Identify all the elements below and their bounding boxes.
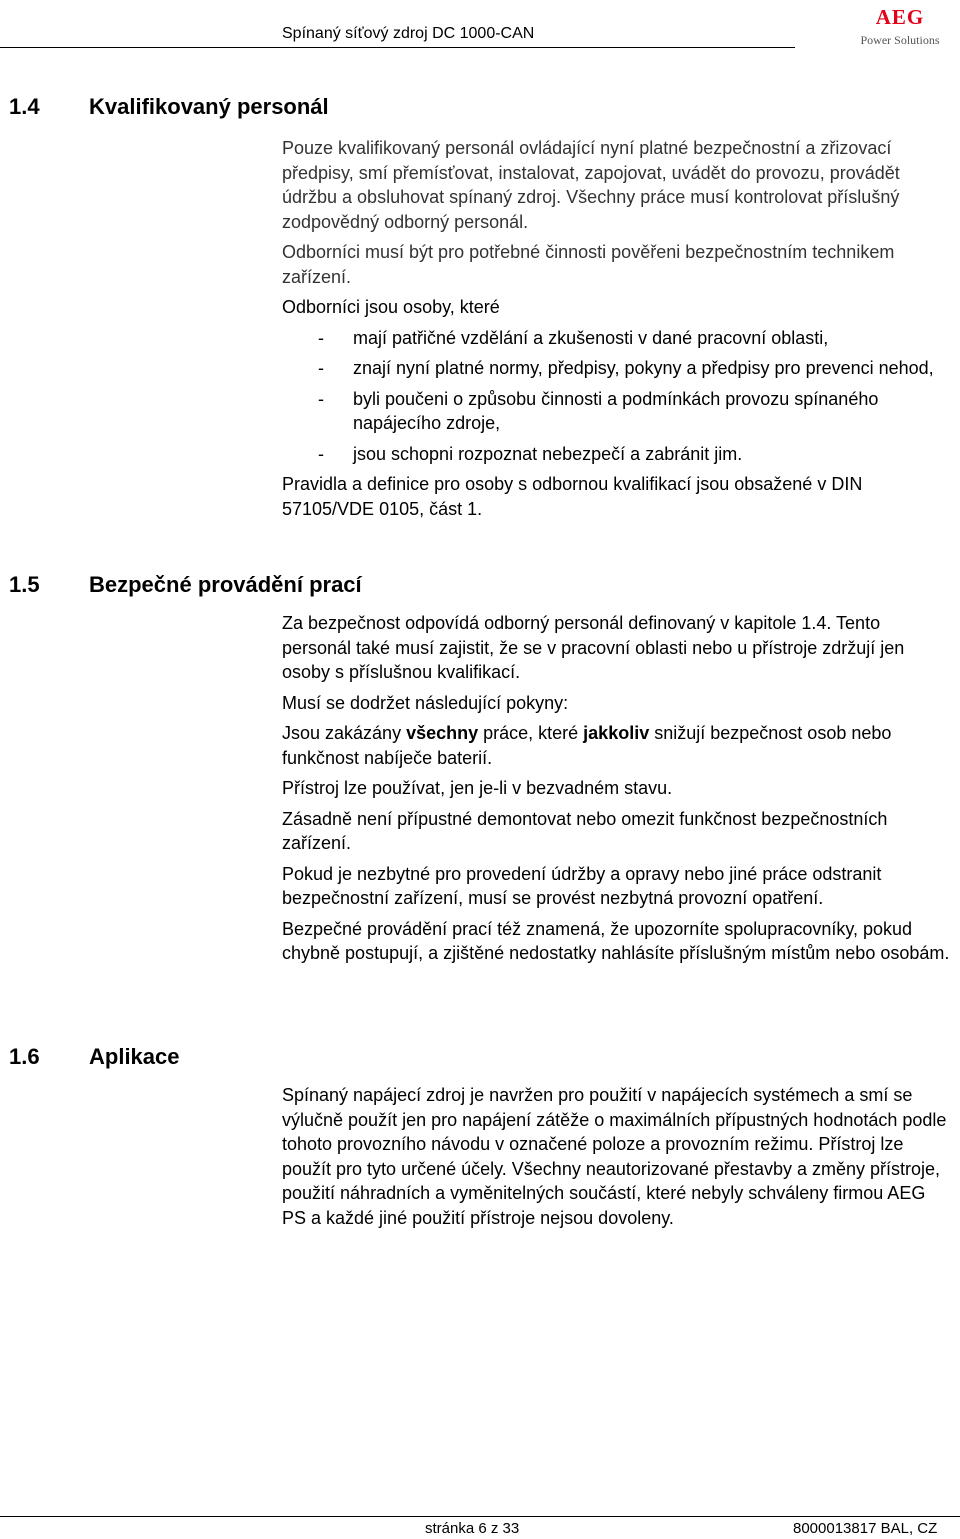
logo-brand: AEG [875, 5, 925, 29]
emphasis: jakkoliv [583, 723, 650, 743]
emphasis: všechny [406, 723, 479, 743]
paragraph: Pravidla a definice pro osoby s odbornou kvalifikací jsou obsažené v DIN 57105/VDE 0105, část 1. [282, 474, 863, 519]
paragraph: Za bezpečnost odpovídá odborný personál definovaný v kapitole 1.4. Tento personál také musí zajistit, že se v pracovní oblasti nebo u přístroje zdržují jen osoby s příslušnou kvalifikací. [282, 613, 905, 682]
paragraph: Jsou zakázány všechny práce, které jakkoliv snižují bezpečnost osob nebo funkčnost nabíječe baterií. [282, 723, 892, 768]
list-item: - byli poučeni o způsobu činnosti a podmínkách provozu spínaného napájecího zdroje, [318, 388, 879, 433]
section-title: Aplikace [89, 1044, 180, 1069]
paragraph: Zásadně není přípustné demontovat nebo omezit funkčnost bezpečnostních zařízení. [282, 808, 888, 853]
document-number: 8000013817 BAL, CZ [793, 1520, 938, 1537]
section-1-5-body [282, 611, 954, 966]
paragraph: Pouze kvalifikovaný personál ovládající nyní platné bezpečnostní a zřizovací předpisy, smí přemísťovat, instalovat, zapojovat, uvádět do provozu, provádět údržbu a obsluhovat spínaný zdroj. Všechny práce musí kontrolovat příslušný zodpovědný odborný personál. [282, 138, 900, 232]
section-1-6-heading [9, 1044, 180, 1070]
section-1-4-body [282, 136, 954, 521]
paragraph: Odborníci musí být pro potřebné činnosti pověřeni bezpečnostním technikem zařízení. [282, 242, 895, 287]
section-number: 1.4 [9, 94, 40, 119]
paragraph: Musí se dodržet následující pokyny: [282, 692, 569, 713]
paragraph: Spínaný napájecí zdroj je navržen pro použití v napájecích systémech a smí se výlučně použít jen pro napájení zátěže o maximálních přípustných hodnotách podle tohoto provozního návodu v označené poloze a provozním režimu. Přístroj lze použít pro tyto určené účely. Všechny neautorizované přestavby a změny přístroje, použití náhradních a vyměnitelných součástí, které nebyly schváleny firmou AEG PS a každé jiné použití přístroje nejsou dovoleny. [282, 1085, 947, 1228]
document-header-title: Spínaný síťový zdroj DC 1000-CAN [282, 25, 535, 42]
section-1-4-heading [9, 94, 329, 120]
list-item: - mají patřičné vzdělání a zkušenosti v dané pracovní oblasti, [318, 327, 829, 348]
paragraph: Odborníci jsou osoby, které [282, 297, 500, 317]
section-1-5-heading [9, 572, 362, 598]
footer-divider [0, 1516, 960, 1517]
section-1-6-body [282, 1083, 954, 1230]
logo-subtitle: Power Solutions [860, 33, 940, 47]
paragraph: Bezpečné provádění prací též znamená, že upozorníte spolupracovníky, pokud chybně postupují, a zjištěné nedostatky nahlásíte příslušným místům nebo osobám. [282, 918, 950, 963]
section-title: Kvalifikovaný personál [89, 94, 329, 119]
list-item: - jsou schopni rozpoznat nebezpečí a zabránit jim. [318, 443, 743, 464]
section-number: 1.5 [9, 572, 40, 597]
header-divider [0, 47, 795, 48]
list-item: - znají nyní platné normy, předpisy, pokyny a předpisy pro prevenci nehod, [318, 358, 934, 378]
paragraph: Pokud je nezbytné pro provedení údržby a opravy nebo jiné práce odstranit bezpečnostní zařízení, musí se provést nezbytná provozní opatření. [282, 863, 882, 908]
paragraph: Přístroj lze používat, jen je-li v bezvadném stavu. [282, 778, 673, 798]
page-number: stránka 6 z 33 [425, 1520, 520, 1537]
aeg-logo [850, 6, 950, 47]
section-number: 1.6 [9, 1044, 40, 1069]
section-title: Bezpečné provádění prací [89, 572, 362, 597]
